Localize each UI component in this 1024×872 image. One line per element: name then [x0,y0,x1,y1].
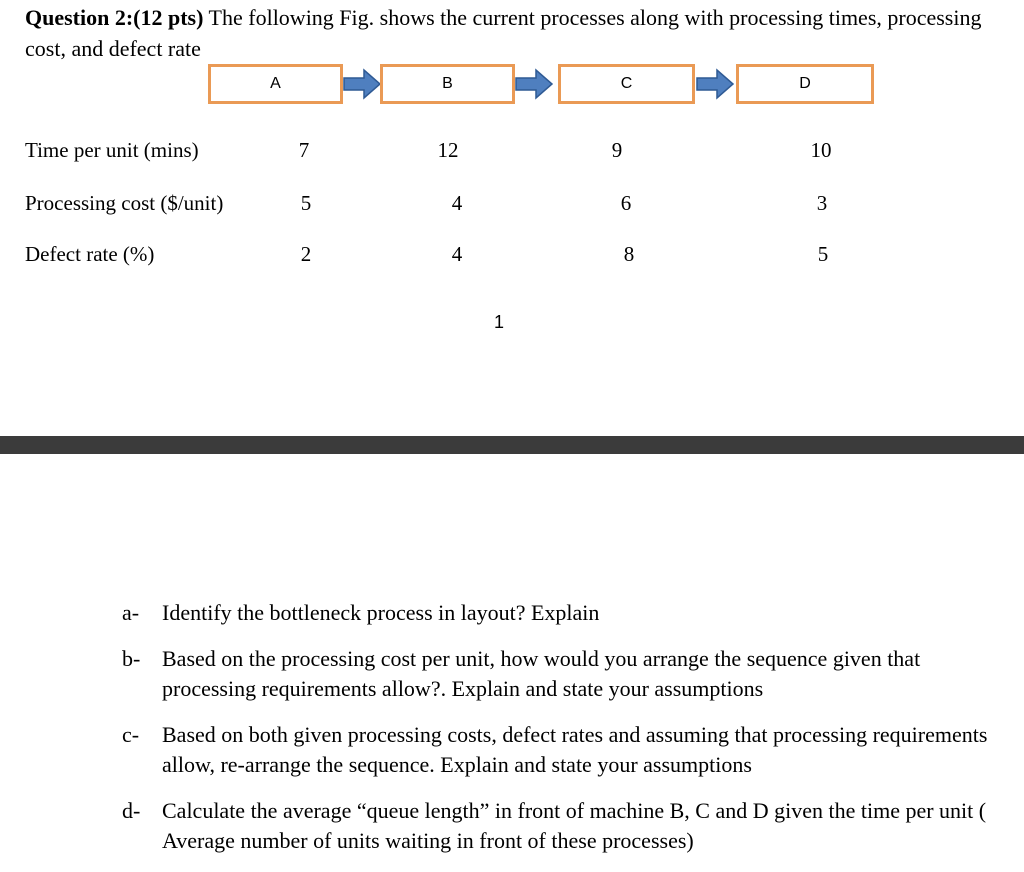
row-label-cost: Processing cost ($/unit) [25,191,224,215]
flow-arrow-icon [696,68,734,100]
question-item-b [122,644,1002,704]
question-marker: b- [122,646,141,671]
flow-arrow-icon [515,68,553,100]
cell-defect-a: 2 [300,242,312,266]
cell-cost-c: 6 [620,191,632,215]
process-box-d [736,64,874,104]
cell-time-c: 9 [611,138,623,162]
question-marker: c- [122,722,140,747]
question-item-a [122,598,1002,628]
row-label-defect: Defect rate (%) [25,242,155,266]
process-label-b: B [442,75,453,92]
cell-cost-a: 5 [300,191,312,215]
row-label-time: Time per unit (mins) [25,138,199,162]
page-number: 1 [494,312,505,332]
cell-time-a: 7 [298,138,310,162]
cell-cost-d: 3 [816,191,828,215]
process-label-d: D [799,75,811,92]
process-label-a: A [270,75,281,92]
question-marker: a- [122,600,140,625]
flow-arrow-icon [343,68,381,100]
cell-time-d: 10 [810,138,832,162]
cell-time-b: 12 [437,138,459,162]
cell-defect-b: 4 [451,242,463,266]
cell-defect-c: 8 [623,242,635,266]
question-item-c [122,720,1002,780]
process-box-c [558,64,695,104]
cell-cost-b: 4 [451,191,463,215]
question-text: Based on the processing cost per unit, how would you arrange the sequence given that processing requirements allow?. Explain and state your assumptions [162,646,921,701]
question-list [122,598,1002,872]
process-label-c: C [620,75,633,92]
section-divider [0,436,1024,454]
question-number: Question 2:(12 pts) [25,5,204,30]
cell-defect-d: 5 [817,242,829,266]
question-text: Calculate the average “queue length” in front of machine B, C and D given the time per unit ( Average number of units waiting in front of these processes) [162,798,987,853]
question-header [25,2,1010,64]
question-text: Identify the bottleneck process in layout? Explain [162,600,600,625]
question-marker: d- [122,798,141,823]
question-item-d [122,796,1002,856]
question-text: Based on both given processing costs, defect rates and assuming that processing requirements allow, re-arrange the sequence. Explain and state your assumptions [162,722,988,777]
process-box-a [208,64,343,104]
process-box-b [380,64,515,104]
question-intro: The following Fig. shows the current processes along with processing times, processing cost, and defect rate [25,5,982,61]
